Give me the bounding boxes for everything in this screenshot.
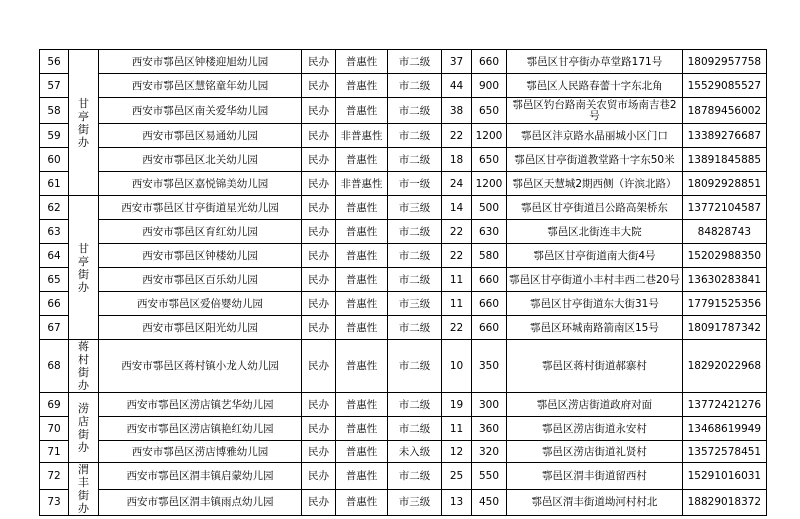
- cell-phone: 18092928851: [682, 172, 766, 196]
- cell-no: 67: [40, 316, 69, 340]
- cell-classes: 22: [442, 220, 472, 244]
- cell-type: 民办: [302, 220, 336, 244]
- cell-nature: 普惠性: [336, 441, 388, 463]
- cell-address: 鄠邑区甘亭街道吕公路高架桥东: [507, 196, 683, 220]
- cell-level: 市三级: [388, 196, 442, 220]
- cell-phone: 18092957758: [682, 50, 766, 74]
- cell-level: 市二级: [388, 148, 442, 172]
- cell-name: 西安市鄠邑区易通幼儿园: [99, 124, 302, 148]
- cell-address: 鄠邑区天慧城2期西侧（许滨北路）: [507, 172, 683, 196]
- cell-classes: 13: [442, 489, 472, 516]
- cell-type: 民办: [302, 98, 336, 124]
- cell-nature: 非普惠性: [336, 124, 388, 148]
- table-row: [40, 74, 767, 98]
- cell-nature: 普惠性: [336, 98, 388, 124]
- table-row: [40, 463, 767, 490]
- cell-phone: 18091787342: [682, 316, 766, 340]
- cell-classes: 18: [442, 148, 472, 172]
- cell-no: 65: [40, 268, 69, 292]
- cell-no: 71: [40, 441, 69, 463]
- cell-level: 市二级: [388, 220, 442, 244]
- cell-type: 民办: [302, 268, 336, 292]
- cell-address: 鄠邑区甘亭街道小丰村丰西二巷20号: [507, 268, 683, 292]
- cell-no: 60: [40, 148, 69, 172]
- table-row: [40, 489, 767, 516]
- cell-capacity: 500: [472, 196, 507, 220]
- cell-classes: 22: [442, 316, 472, 340]
- cell-capacity: 550: [472, 463, 507, 490]
- table-row: [40, 393, 767, 417]
- cell-capacity: 1200: [472, 172, 507, 196]
- cell-capacity: 660: [472, 292, 507, 316]
- cell-name: 西安市鄠邑区钟楼迎旭幼儿园: [99, 50, 302, 74]
- cell-capacity: 900: [472, 74, 507, 98]
- cell-capacity: 450: [472, 489, 507, 516]
- cell-nature: 普惠性: [336, 316, 388, 340]
- cell-name: 西安市鄠邑区慧铭童年幼儿园: [99, 74, 302, 98]
- cell-address: 鄠邑区人民路春蕾十字东北角: [507, 74, 683, 98]
- cell-capacity: 650: [472, 98, 507, 124]
- cell-address: 鄠邑区涝店街道礼贤村: [507, 441, 683, 463]
- cell-nature: 普惠性: [336, 489, 388, 516]
- cell-name: 西安市鄠邑区南关爱华幼儿园: [99, 98, 302, 124]
- cell-level: 市二级: [388, 417, 442, 441]
- cell-level: 市二级: [388, 50, 442, 74]
- cell-phone: 13468619949: [682, 417, 766, 441]
- cell-type: 民办: [302, 196, 336, 220]
- cell-nature: 普惠性: [336, 417, 388, 441]
- cell-no: 59: [40, 124, 69, 148]
- cell-phone: 18789456002: [682, 98, 766, 124]
- cell-phone: 13772421276: [682, 393, 766, 417]
- cell-capacity: 650: [472, 148, 507, 172]
- cell-no: 72: [40, 463, 69, 490]
- district-cell: 蒋村街办: [69, 340, 99, 393]
- cell-no: 63: [40, 220, 69, 244]
- kindergarten-table-sheet: [39, 49, 767, 516]
- cell-type: 民办: [302, 124, 336, 148]
- cell-type: 民办: [302, 441, 336, 463]
- cell-address: 鄠邑区钓台路南关农贸市场南吉巷2号: [507, 98, 683, 124]
- cell-name: 西安市鄠邑区涝店博雅幼儿园: [99, 441, 302, 463]
- cell-phone: 13630283841: [682, 268, 766, 292]
- cell-nature: 普惠性: [336, 268, 388, 292]
- cell-address: 鄠邑区渭丰街道坳河村村北: [507, 489, 683, 516]
- table-row: [40, 98, 767, 124]
- cell-phone: 13772104587: [682, 196, 766, 220]
- cell-level: 市三级: [388, 292, 442, 316]
- cell-level: 市二级: [388, 393, 442, 417]
- table-row: [40, 124, 767, 148]
- cell-nature: 普惠性: [336, 220, 388, 244]
- cell-name: 西安市鄠邑区爱倍婴幼儿园: [99, 292, 302, 316]
- cell-nature: 普惠性: [336, 340, 388, 393]
- cell-address: 鄠邑区沣京路水晶丽城小区门口: [507, 124, 683, 148]
- cell-nature: 普惠性: [336, 292, 388, 316]
- cell-capacity: 630: [472, 220, 507, 244]
- cell-nature: 非普惠性: [336, 172, 388, 196]
- cell-name: 西安市鄠邑区甘亭街道星光幼儿园: [99, 196, 302, 220]
- cell-classes: 44: [442, 74, 472, 98]
- cell-name: 西安市鄠邑区渭丰镇雨点幼儿园: [99, 489, 302, 516]
- cell-level: 市一级: [388, 172, 442, 196]
- cell-name: 西安市鄠邑区阳光幼儿园: [99, 316, 302, 340]
- cell-level: 市三级: [388, 489, 442, 516]
- cell-level: 市二级: [388, 340, 442, 393]
- cell-classes: 25: [442, 463, 472, 490]
- cell-capacity: 1200: [472, 124, 507, 148]
- cell-capacity: 320: [472, 441, 507, 463]
- table-row: [40, 50, 767, 74]
- cell-type: 民办: [302, 244, 336, 268]
- cell-type: 民办: [302, 417, 336, 441]
- cell-phone: 15529085527: [682, 74, 766, 98]
- cell-name: 西安市鄠邑区蒋村镇小龙人幼儿园: [99, 340, 302, 393]
- cell-type: 民办: [302, 463, 336, 490]
- table-row: [40, 417, 767, 441]
- cell-capacity: 660: [472, 268, 507, 292]
- cell-nature: 普惠性: [336, 74, 388, 98]
- table-row: [40, 220, 767, 244]
- district-cell: 渭丰街办: [69, 463, 99, 516]
- cell-address: 鄠邑区环城南路箭南区15号: [507, 316, 683, 340]
- table-row: [40, 292, 767, 316]
- cell-type: 民办: [302, 172, 336, 196]
- cell-nature: 普惠性: [336, 393, 388, 417]
- table-row: [40, 316, 767, 340]
- district-cell: 甘亭街办: [69, 196, 99, 340]
- cell-address: 鄠邑区甘亭街道南大街4号: [507, 244, 683, 268]
- cell-type: 民办: [302, 489, 336, 516]
- cell-type: 民办: [302, 393, 336, 417]
- cell-name: 西安市鄠邑区嘉悦锦美幼儿园: [99, 172, 302, 196]
- cell-capacity: 660: [472, 50, 507, 74]
- cell-no: 69: [40, 393, 69, 417]
- cell-phone: 18829018372: [682, 489, 766, 516]
- cell-address: 鄠邑区甘亭街道东大街31号: [507, 292, 683, 316]
- cell-capacity: 350: [472, 340, 507, 393]
- cell-nature: 普惠性: [336, 50, 388, 74]
- cell-name: 西安市鄠邑区北关幼儿园: [99, 148, 302, 172]
- cell-capacity: 300: [472, 393, 507, 417]
- cell-level: 市二级: [388, 98, 442, 124]
- cell-level: 市二级: [388, 244, 442, 268]
- cell-phone: 15291016031: [682, 463, 766, 490]
- table-body: [40, 50, 767, 516]
- cell-phone: 18292022968: [682, 340, 766, 393]
- cell-classes: 11: [442, 417, 472, 441]
- cell-level: 未入级: [388, 441, 442, 463]
- cell-name: 西安市鄠邑区涝店镇艳红幼儿园: [99, 417, 302, 441]
- cell-capacity: 360: [472, 417, 507, 441]
- cell-phone: 84828743: [682, 220, 766, 244]
- cell-level: 市二级: [388, 316, 442, 340]
- cell-no: 62: [40, 196, 69, 220]
- cell-type: 民办: [302, 316, 336, 340]
- cell-classes: 37: [442, 50, 472, 74]
- cell-classes: 11: [442, 268, 472, 292]
- kindergarten-table: [39, 49, 767, 516]
- cell-name: 西安市鄠邑区钟楼幼儿园: [99, 244, 302, 268]
- cell-no: 58: [40, 98, 69, 124]
- cell-address: 鄠邑区渭丰街道留西村: [507, 463, 683, 490]
- cell-phone: 15202988350: [682, 244, 766, 268]
- cell-phone: 13891845885: [682, 148, 766, 172]
- cell-phone: 13389276687: [682, 124, 766, 148]
- cell-no: 64: [40, 244, 69, 268]
- cell-type: 民办: [302, 148, 336, 172]
- cell-name: 西安市鄠邑区育红幼儿园: [99, 220, 302, 244]
- cell-capacity: 660: [472, 316, 507, 340]
- cell-nature: 普惠性: [336, 196, 388, 220]
- cell-type: 民办: [302, 340, 336, 393]
- cell-capacity: 580: [472, 244, 507, 268]
- cell-address: 鄠邑区涝店街道政府对面: [507, 393, 683, 417]
- cell-classes: 19: [442, 393, 472, 417]
- cell-classes: 22: [442, 244, 472, 268]
- cell-level: 市二级: [388, 74, 442, 98]
- cell-type: 民办: [302, 50, 336, 74]
- cell-no: 56: [40, 50, 69, 74]
- cell-no: 57: [40, 74, 69, 98]
- cell-type: 民办: [302, 74, 336, 98]
- cell-classes: 38: [442, 98, 472, 124]
- cell-name: 西安市鄠邑区渭丰镇启蒙幼儿园: [99, 463, 302, 490]
- cell-no: 68: [40, 340, 69, 393]
- table-row: [40, 148, 767, 172]
- cell-address: 鄠邑区涝店街道永安村: [507, 417, 683, 441]
- cell-type: 民办: [302, 292, 336, 316]
- table-row: [40, 441, 767, 463]
- cell-nature: 普惠性: [336, 244, 388, 268]
- cell-name: 西安市鄠邑区涝店镇艺华幼儿园: [99, 393, 302, 417]
- cell-classes: 10: [442, 340, 472, 393]
- table-row: [40, 340, 767, 393]
- cell-address: 鄠邑区北街连丰大院: [507, 220, 683, 244]
- district-cell: 甘亭街办: [69, 50, 99, 196]
- cell-level: 市二级: [388, 268, 442, 292]
- cell-nature: 普惠性: [336, 148, 388, 172]
- cell-address: 鄠邑区甘亭街道教堂路十字东50米: [507, 148, 683, 172]
- cell-classes: 11: [442, 292, 472, 316]
- cell-nature: 普惠性: [336, 463, 388, 490]
- table-row: [40, 268, 767, 292]
- cell-no: 73: [40, 489, 69, 516]
- table-row: [40, 196, 767, 220]
- cell-address: 鄠邑区甘亭街办草堂路171号: [507, 50, 683, 74]
- cell-level: 市二级: [388, 124, 442, 148]
- cell-phone: 13572578451: [682, 441, 766, 463]
- cell-classes: 24: [442, 172, 472, 196]
- cell-no: 70: [40, 417, 69, 441]
- table-row: [40, 172, 767, 196]
- cell-no: 66: [40, 292, 69, 316]
- cell-level: 市二级: [388, 463, 442, 490]
- cell-classes: 12: [442, 441, 472, 463]
- cell-classes: 14: [442, 196, 472, 220]
- cell-classes: 22: [442, 124, 472, 148]
- table-row: [40, 244, 767, 268]
- cell-name: 西安市鄠邑区百乐幼儿园: [99, 268, 302, 292]
- district-cell: 涝店街办: [69, 393, 99, 463]
- cell-phone: 17791525356: [682, 292, 766, 316]
- cell-no: 61: [40, 172, 69, 196]
- cell-address: 鄠邑区蒋村街道郝寨村: [507, 340, 683, 393]
